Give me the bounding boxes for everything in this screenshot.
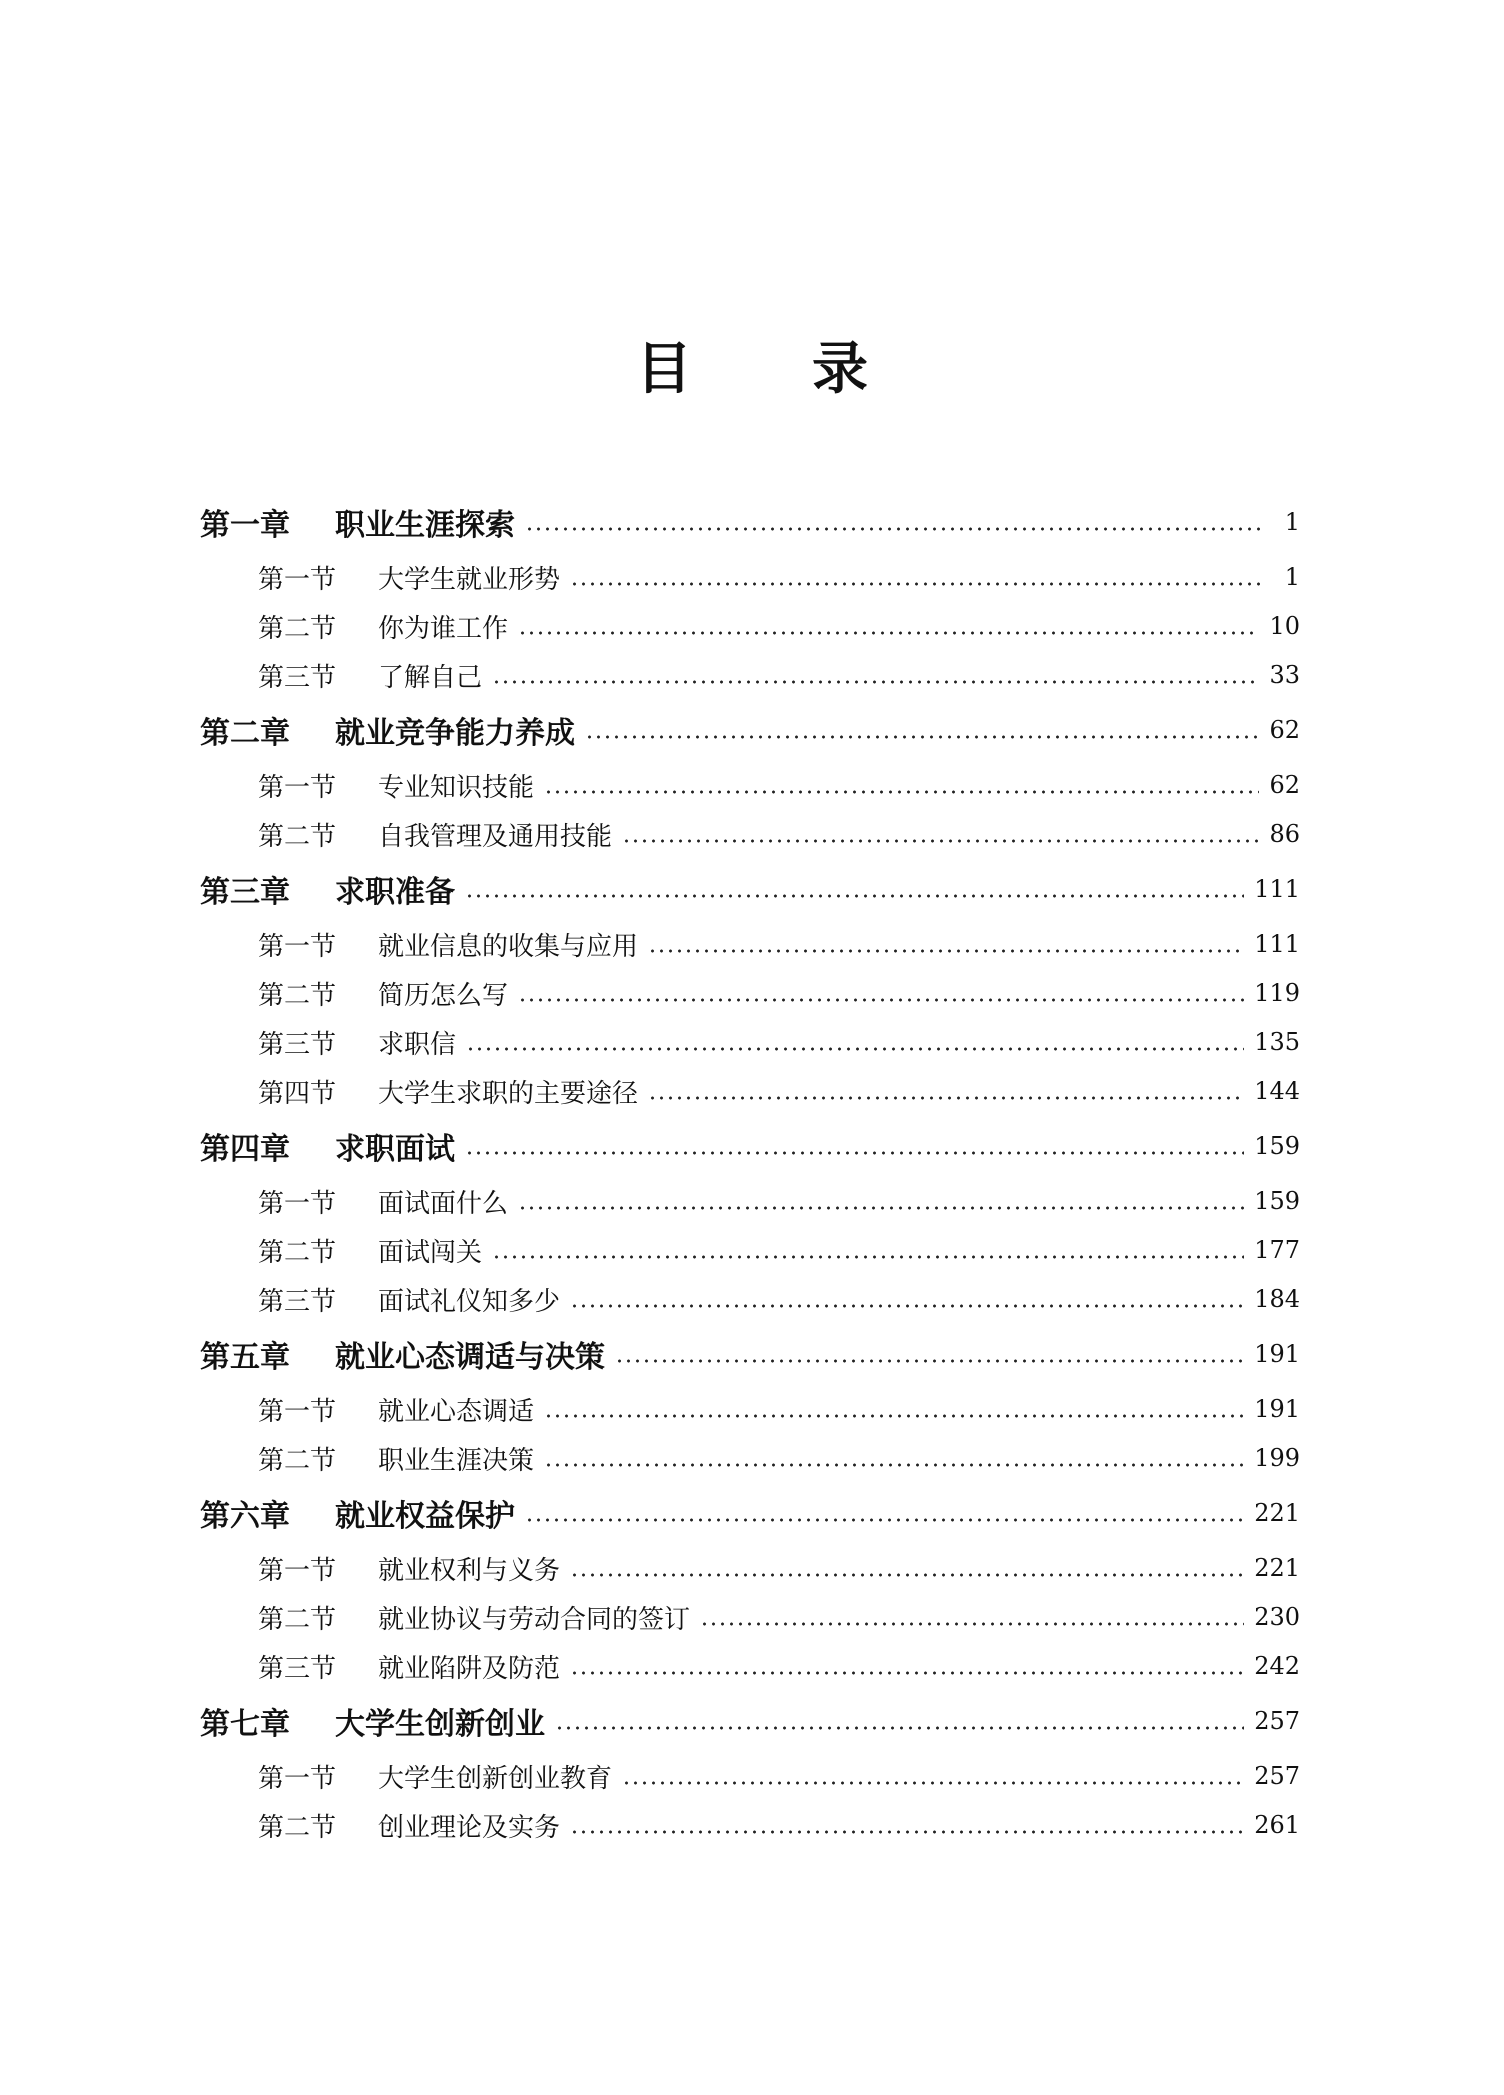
section-title: 了解自己 xyxy=(378,662,483,693)
chapter-number: 第一章 xyxy=(200,508,290,543)
page-number: 62 xyxy=(1269,716,1300,744)
page-number: 144 xyxy=(1254,1077,1300,1105)
toc-section-row xyxy=(258,765,1300,805)
section-title: 简历怎么写 xyxy=(378,980,509,1011)
section-title: 专业知识技能 xyxy=(378,772,535,803)
section-title: 大学生求职的主要途径 xyxy=(378,1078,639,1109)
section-number: 第二节 xyxy=(258,1812,337,1843)
page-number: 111 xyxy=(1254,875,1300,903)
toc-section-row xyxy=(258,1389,1300,1429)
dot-leader xyxy=(570,1573,1244,1577)
section-title: 面试面什么 xyxy=(378,1188,509,1219)
page-number: 62 xyxy=(1269,771,1300,799)
page-title xyxy=(0,335,1504,405)
toc-section-row xyxy=(258,1756,1300,1796)
dot-leader xyxy=(525,527,1260,531)
dot-leader xyxy=(648,949,1244,953)
section-title: 面试礼仪知多少 xyxy=(378,1286,561,1317)
title-char-1: 目 xyxy=(636,337,692,402)
chapter-title: 就业竞争能力养成 xyxy=(335,716,575,751)
dot-leader xyxy=(570,1304,1244,1308)
dot-leader xyxy=(465,894,1244,898)
section-title: 就业权利与义务 xyxy=(378,1555,561,1586)
dot-leader xyxy=(544,1414,1244,1418)
dot-leader xyxy=(518,1206,1244,1210)
section-number: 第四节 xyxy=(258,1078,337,1109)
page-number: 1 xyxy=(1284,563,1300,591)
section-title: 面试闯关 xyxy=(378,1237,483,1268)
section-number: 第二节 xyxy=(258,1604,337,1635)
section-number: 第一节 xyxy=(258,1763,337,1794)
page-number: 184 xyxy=(1254,1285,1300,1313)
section-number: 第一节 xyxy=(258,1555,337,1586)
dot-leader xyxy=(492,1255,1244,1259)
dot-leader xyxy=(570,1671,1244,1675)
toc-section-row xyxy=(258,1646,1300,1686)
section-number: 第三节 xyxy=(258,1653,337,1684)
title-char-2: 录 xyxy=(812,337,868,402)
chapter-number: 第五章 xyxy=(200,1340,290,1375)
chapter-title: 大学生创新创业 xyxy=(335,1707,545,1742)
page-number: 191 xyxy=(1254,1340,1300,1368)
section-title: 自我管理及通用技能 xyxy=(378,821,613,852)
page-number: 221 xyxy=(1254,1499,1300,1527)
toc-chapter-row xyxy=(200,1126,1300,1166)
dot-leader xyxy=(570,1830,1244,1834)
toc-section-row xyxy=(258,1022,1300,1062)
dot-leader xyxy=(466,1047,1244,1051)
toc-chapter-row xyxy=(200,1493,1300,1533)
section-number: 第三节 xyxy=(258,1286,337,1317)
toc-section-row xyxy=(258,924,1300,964)
toc-section-row xyxy=(258,1230,1300,1270)
section-number: 第一节 xyxy=(258,564,337,595)
section-title: 大学生就业形势 xyxy=(378,564,561,595)
dot-leader xyxy=(700,1622,1244,1626)
section-number: 第二节 xyxy=(258,613,337,644)
dot-leader xyxy=(492,680,1259,684)
dot-leader xyxy=(615,1359,1244,1363)
section-number: 第一节 xyxy=(258,1396,337,1427)
chapter-title: 就业心态调适与决策 xyxy=(335,1340,605,1375)
page-number: 261 xyxy=(1254,1811,1300,1839)
dot-leader xyxy=(570,582,1260,586)
dot-leader xyxy=(544,1463,1244,1467)
chapter-title: 求职准备 xyxy=(335,875,455,910)
dot-leader xyxy=(525,1518,1244,1522)
toc-section-row xyxy=(258,1805,1300,1845)
dot-leader xyxy=(648,1096,1244,1100)
dot-leader xyxy=(518,631,1259,635)
dot-leader xyxy=(465,1151,1244,1155)
chapter-number: 第六章 xyxy=(200,1499,290,1534)
chapter-title: 求职面试 xyxy=(335,1132,455,1167)
page-number: 1 xyxy=(1284,508,1300,536)
section-number: 第一节 xyxy=(258,1188,337,1219)
section-title: 就业信息的收集与应用 xyxy=(378,931,639,962)
section-number: 第二节 xyxy=(258,980,337,1011)
page-number: 135 xyxy=(1254,1028,1300,1056)
page-number: 159 xyxy=(1254,1187,1300,1215)
toc-section-row xyxy=(258,1597,1300,1637)
toc-section-row xyxy=(258,1071,1300,1111)
section-title: 求职信 xyxy=(378,1029,457,1060)
page-number: 33 xyxy=(1269,661,1300,689)
page-number: 242 xyxy=(1254,1652,1300,1680)
page-number: 257 xyxy=(1254,1762,1300,1790)
toc-section-row xyxy=(258,557,1300,597)
section-title: 大学生创新创业教育 xyxy=(378,1763,613,1794)
toc-section-row xyxy=(258,1438,1300,1478)
section-number: 第二节 xyxy=(258,1445,337,1476)
toc-section-row xyxy=(258,973,1300,1013)
dot-leader xyxy=(585,735,1259,739)
chapter-number: 第二章 xyxy=(200,716,290,751)
page-number: 221 xyxy=(1254,1554,1300,1582)
section-title: 创业理论及实务 xyxy=(378,1812,561,1843)
page-number: 191 xyxy=(1254,1395,1300,1423)
page-number: 86 xyxy=(1269,820,1300,848)
section-number: 第二节 xyxy=(258,821,337,852)
toc-section-row xyxy=(258,1279,1300,1319)
toc-chapter-row xyxy=(200,1334,1300,1374)
toc-section-row xyxy=(258,1181,1300,1221)
toc-section-row xyxy=(258,1548,1300,1588)
page-number: 257 xyxy=(1254,1707,1300,1735)
chapter-title: 职业生涯探索 xyxy=(335,508,515,543)
chapter-number: 第四章 xyxy=(200,1132,290,1167)
section-title: 职业生涯决策 xyxy=(378,1445,535,1476)
section-title: 就业协议与劳动合同的签订 xyxy=(378,1604,691,1635)
toc-chapter-row xyxy=(200,502,1300,542)
chapter-number: 第七章 xyxy=(200,1707,290,1742)
toc-section-row xyxy=(258,606,1300,646)
page-number: 10 xyxy=(1269,612,1300,640)
page-number: 119 xyxy=(1254,979,1300,1007)
chapter-title: 就业权益保护 xyxy=(335,1499,515,1534)
toc-chapter-row xyxy=(200,869,1300,909)
page-number: 177 xyxy=(1254,1236,1300,1264)
toc-section-row xyxy=(258,814,1300,854)
dot-leader xyxy=(544,790,1259,794)
section-number: 第一节 xyxy=(258,772,337,803)
dot-leader xyxy=(622,1781,1244,1785)
chapter-number: 第三章 xyxy=(200,875,290,910)
toc-chapter-row xyxy=(200,710,1300,750)
page-number: 230 xyxy=(1254,1603,1300,1631)
page-number: 159 xyxy=(1254,1132,1300,1160)
section-title: 你为谁工作 xyxy=(378,613,509,644)
section-number: 第三节 xyxy=(258,1029,337,1060)
section-title: 就业陷阱及防范 xyxy=(378,1653,561,1684)
section-number: 第一节 xyxy=(258,931,337,962)
toc-chapter-row xyxy=(200,1701,1300,1741)
section-number: 第二节 xyxy=(258,1237,337,1268)
page-number: 199 xyxy=(1254,1444,1300,1472)
dot-leader xyxy=(622,839,1259,843)
section-number: 第三节 xyxy=(258,662,337,693)
page-number: 111 xyxy=(1254,930,1300,958)
dot-leader xyxy=(518,998,1244,1002)
dot-leader xyxy=(555,1726,1244,1730)
section-title: 就业心态调适 xyxy=(378,1396,535,1427)
toc-section-row xyxy=(258,655,1300,695)
